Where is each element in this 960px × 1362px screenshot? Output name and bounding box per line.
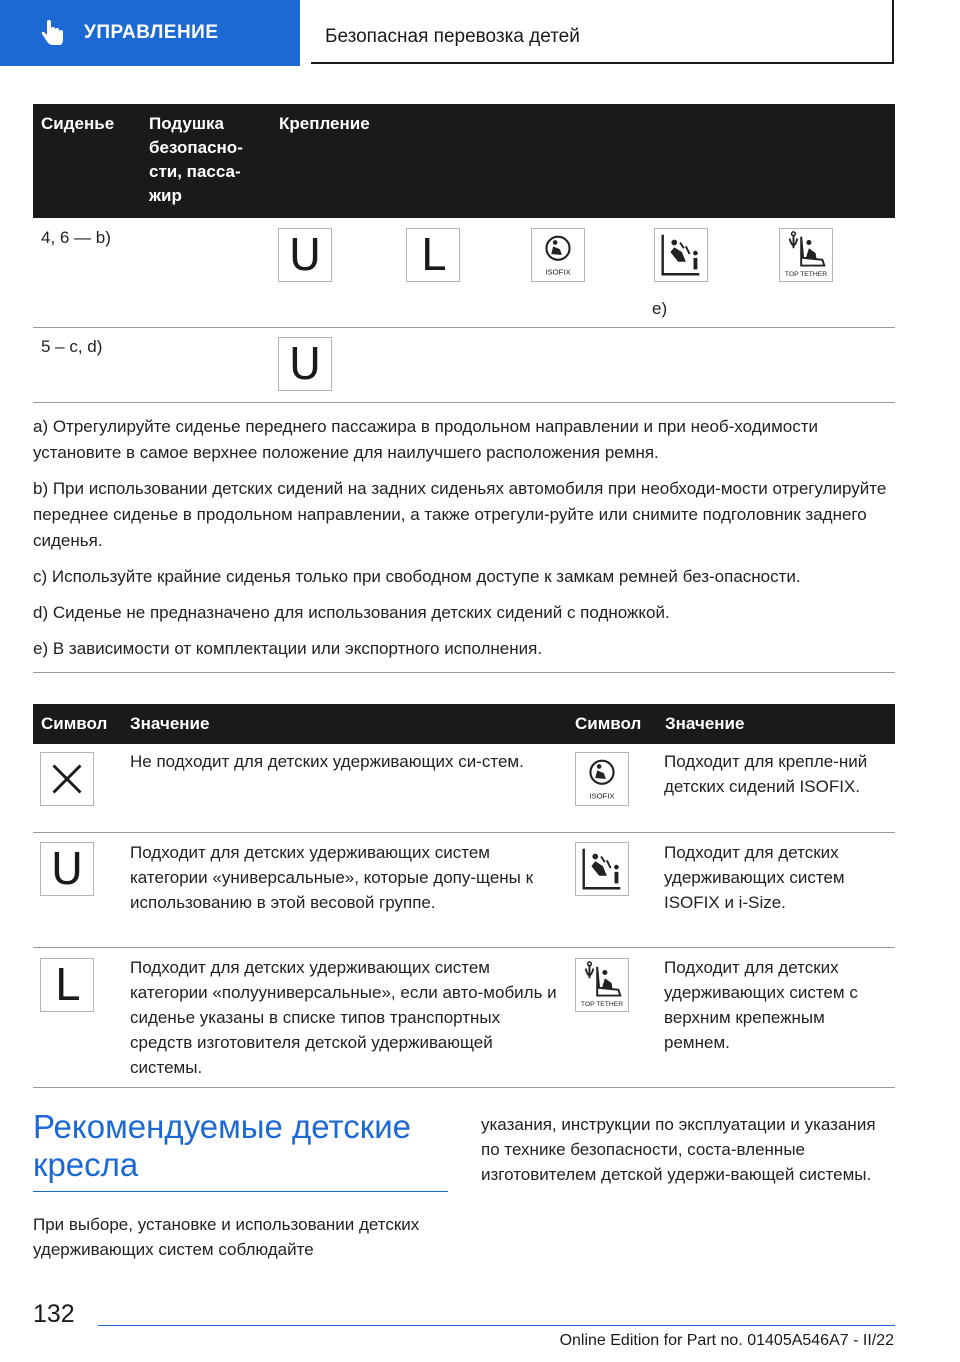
notes-bottom-rule <box>33 672 895 673</box>
footnote-a: a) Отрегулируйте сиденье переднего пассажира в продольном направлении и при необ-ходимости установите в самое верхнее положение для наилучшего расположения ремня. <box>33 417 819 462</box>
meaning-col-header-right: Значение <box>665 714 745 733</box>
symbol-table-header <box>33 704 895 744</box>
footnote-e: e) В зависимости от комплектации или экспортного исполнения. <box>33 639 543 658</box>
heading-underline <box>33 1191 448 1192</box>
not-suitable-x-icon <box>40 752 94 806</box>
section-text-left: При выборе, установке и использовании детских удерживающих систем соблюдайте <box>33 1215 420 1259</box>
section-heading: Рекомендуемые детские кресла <box>33 1108 411 1183</box>
section-title: Безопасная перевозка детей <box>325 26 580 47</box>
top-tether-icon <box>575 958 629 1012</box>
svg-text:TOP TETHER: TOP TETHER <box>580 1001 624 1009</box>
symbol-row-divider <box>33 832 895 833</box>
section-header <box>311 0 894 64</box>
universal-u-icon: U <box>278 228 332 282</box>
seat-table-bottom-rule <box>33 402 895 403</box>
seat-row-1-label: 4, 6 — b) <box>41 228 111 247</box>
footer-rule <box>98 1325 895 1326</box>
footnote-c: c) Используйте крайние сиденья только при свободном доступе к замкам ремней без-опасности. <box>33 567 801 586</box>
seat-table-header <box>33 104 895 218</box>
footnote-b: b) При использовании детских сидений на задних сиденьях автомобиля при необходи-мости отрегулируйте переднее сиденье в продольном направлении, а также отрегули-руйте или снимите подголовник заднего сиденья. <box>33 479 887 550</box>
svg-text:ISOFIX: ISOFIX <box>589 791 615 801</box>
svg-text:ISOFIX: ISOFIX <box>545 267 571 277</box>
top-tether-icon <box>779 228 833 282</box>
chapter-tab[interactable] <box>0 0 300 66</box>
hand-pointer-icon <box>38 18 68 48</box>
universal-u-icon: U <box>278 337 332 391</box>
symbol-col-header-right: Символ <box>575 714 642 733</box>
isofix-i-size-icon <box>654 228 708 282</box>
symbol-meaning-top-tether: Подходит для детских удерживающих систем с верхним крепежным ремнем. <box>664 958 858 1052</box>
page-number: 132 <box>33 1300 75 1328</box>
airbag-col-header: Подушка безопасно-сти, пасса-жир <box>149 114 243 205</box>
isofix-icon <box>575 752 629 806</box>
meaning-col-header-left: Значение <box>130 714 210 733</box>
icon-footnote-e: e) <box>652 299 668 318</box>
edition-info: Online Edition for Part no. 01405A546A7 - II/22 <box>559 1332 894 1349</box>
isofix-icon <box>531 228 585 282</box>
footnotes <box>33 414 895 672</box>
semi-universal-l-icon: L <box>40 958 94 1012</box>
section-text-right: указания, инструкции по эксплуатации и указания по технике безопасности, соста-вленные изготовителем детской удержи-вающей системы. <box>481 1115 876 1184</box>
mount-col-header: Крепление <box>279 114 370 133</box>
footnote-d: d) Сиденье не предназначено для использования детских сидений с подножкой. <box>33 603 670 622</box>
chapter-title: УПРАВЛЕНИЕ <box>84 22 219 43</box>
isofix-i-size-icon <box>575 842 629 896</box>
seat-col-header: Сиденье <box>41 114 115 133</box>
semi-universal-l-icon: L <box>406 228 460 282</box>
symbol-meaning-u: Подходит для детских удерживающих систем категории «универсальные», которые допу-щены к использованию в этой весовой группе. <box>130 843 534 912</box>
symbol-row-divider <box>33 947 895 948</box>
symbol-meaning-x: Не подходит для детских удерживающих си-стем. <box>130 752 524 771</box>
svg-text:TOP TETHER: TOP TETHER <box>784 271 828 279</box>
symbol-meaning-isofix: Подходит для крепле-ний детских сидений ISOFIX. <box>664 752 868 796</box>
seat-row-2-label: 5 – c, d) <box>41 337 103 356</box>
seat-row-divider <box>33 327 895 328</box>
symbol-col-header-left: Символ <box>41 714 108 733</box>
symbol-meaning-l: Подходит для детских удерживающих систем категории «полууниверсальные», если авто-мобиль и сиденье указаны в списке типов транспортных средств изготовителя детской удерживающей системы. <box>130 958 557 1077</box>
symbol-meaning-i-size: Подходит для детских удерживающих систем ISOFIX и i-Size. <box>664 843 845 912</box>
universal-u-icon: U <box>40 842 94 896</box>
symbol-table-bottom-rule <box>33 1087 895 1088</box>
